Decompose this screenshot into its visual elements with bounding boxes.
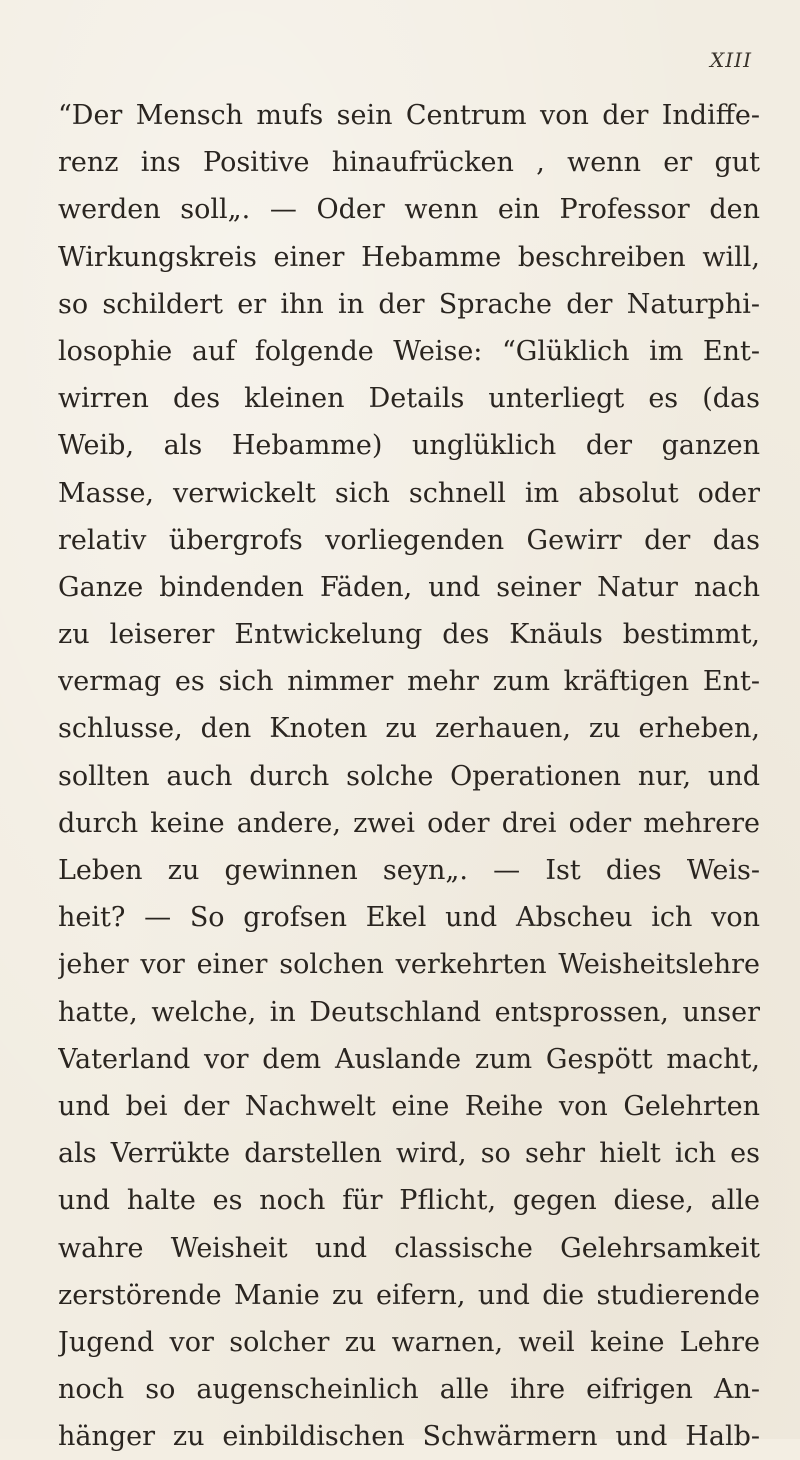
text-line: hänger zu einbildischen Schwärmern und Halb- — [58, 1421, 760, 1453]
text-line: Wirkungskreis einer Hebamme beschreiben will, — [58, 241, 760, 273]
text-line: Leben zu gewinnen seyn„. — Ist dies Weis- — [58, 855, 760, 886]
text-line: renz ins Positive hinaufrücken , wenn er gut — [58, 147, 760, 179]
text-line: jeher vor einer solchen verkehrten Weisheitslehre — [58, 949, 760, 981]
text-line: hatte, welche, in Deutschland entsprossen, unser — [58, 996, 760, 1028]
text-line: durch keine andere, zwei oder drei oder mehrere — [58, 807, 760, 839]
text-line: zu leiserer Entwickelung des Knäuls bestimmt, — [58, 619, 760, 651]
text-line: heit? — So grofsen Ekel und Abscheu ich von — [58, 902, 760, 934]
text-line: relativ übergrofs vorliegenden Gewirr der das — [58, 524, 760, 556]
page-number: XIII — [710, 48, 752, 72]
text-line: noch so augenscheinlich alle ihre eifrigen An- — [58, 1374, 760, 1406]
text-line: losophie auf folgende Weise: “Glüklich im Ent- — [58, 335, 760, 367]
text-line: und halte es noch für Pflicht, gegen diese, alle — [58, 1185, 760, 1217]
text-line: Masse, verwickelt sich schnell im absolut oder — [58, 477, 760, 509]
text-line: schlusse, den Knoten zu zerhauen, zu erheben, — [58, 713, 760, 745]
text-line: als Verrükte darstellen wird, so sehr hielt ich es — [58, 1138, 760, 1170]
text-line: wahre Weisheit und classische Gelehrsamkeit — [58, 1232, 760, 1264]
text-line: “Der Mensch mufs sein Centrum von der Indiffe- — [58, 100, 760, 131]
text-line: werden soll„. — Oder wenn ein Professor den — [58, 194, 760, 226]
text-line: sollten auch durch solche Operationen nur, und — [58, 760, 760, 792]
text-line: zerstörende Manie zu eifern, und die studierende — [58, 1279, 760, 1311]
text-line: und bei der Nachwelt eine Reihe von Gelehrten — [58, 1090, 760, 1122]
text-line: Vaterland vor dem Auslande zum Gespött macht, — [58, 1043, 760, 1075]
text-line: wirren des kleinen Details unterliegt es (das — [58, 383, 760, 415]
text-line: Weib, als Hebamme) unglüklich der ganzen — [58, 430, 760, 462]
text-line: Ganze bindenden Fäden, und seiner Natur nach — [58, 571, 760, 603]
text-line: vermag es sich nimmer mehr zum kräftigen Ent- — [58, 666, 760, 698]
text-line: so schildert er ihn in der Sprache der Naturphi- — [58, 288, 760, 320]
text-line: Jugend vor solcher zu warnen, weil keine Lehre — [58, 1326, 760, 1358]
body-text — [58, 92, 760, 1460]
